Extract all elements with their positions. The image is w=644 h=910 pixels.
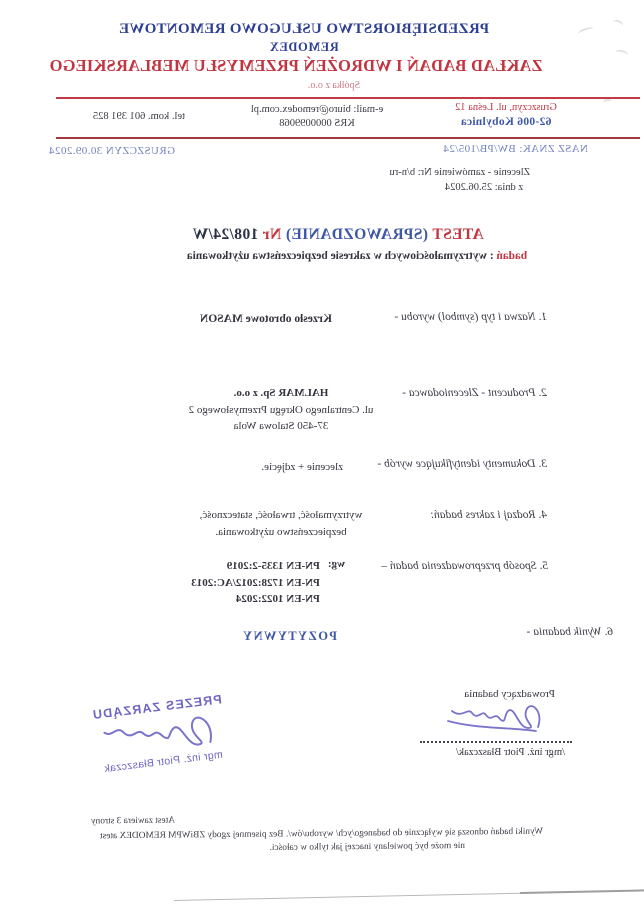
title-nr: Nr [262, 226, 282, 243]
title-sprawozdanie: (SPRAWOZDANIE) [285, 226, 429, 243]
document-subtitle [157, 250, 557, 262]
order-number-line: Zlecenie - zamówienie Nr: b/n-ru [389, 167, 530, 178]
footnote-line1: Atest zawiera 3 strony [90, 815, 176, 827]
test-scope-line1: wytrzymałość, trwałość, stateczność, [199, 509, 363, 521]
test-result-value: POZYTYWNY [241, 629, 337, 643]
norms-prefix: wg: [327, 558, 345, 570]
footnote-line2: Wyniki badań odnoszą się wyłącznie do badanego/ych/ wyrobu/ów/. Bez pisemnej zgody ZBiWPM REMODEX atest [99, 826, 544, 842]
section4-value [179, 507, 383, 540]
our-reference: NASZ ZNAK: BW/PB/105/24 [443, 143, 588, 155]
subtitle-rest: : wytrzymałościowych w zakresie bezpieczeństwa użytkowania [186, 250, 494, 262]
letterhead-rule-bottom [56, 137, 640, 139]
title-atest: ATEST [432, 226, 484, 243]
section2-label: 2. Producent - Zleceniodawca - [402, 387, 547, 399]
company-legal-form: Spółka z o.o. [307, 80, 361, 91]
producer-street: ul. Centralnego Okręgu Przemysłowego 2 [188, 403, 374, 416]
signature-dotted-line [420, 741, 572, 743]
examiner-name: /mgr inż. Piotr Błaszczak/ [455, 747, 565, 758]
section1-value: Krzesło obrotowe MASON [199, 313, 332, 325]
section3-label: 3. Dokumenty identyfikujące wyrób - [377, 458, 547, 470]
footnote-line3: nie może być powielany inaczej jak tylko w całości. [269, 840, 466, 854]
section6-label: 6. Wynik badania - [526, 626, 613, 638]
company-name-line2: REMODEX [269, 40, 339, 54]
norm-1: PN-EN 1335-2:2019 [226, 560, 320, 572]
title-number: 108/24/W [192, 226, 259, 243]
company-name-line1: PRZEDSIĘBIORSTWO USŁUGOWO REMONTOWE [118, 21, 490, 37]
letterhead-address [424, 101, 588, 129]
place-and-date: GRUSZCZYN 30.09.2024 [48, 145, 175, 157]
examiner-caption: Prowadzący badania [464, 688, 555, 700]
stamp-title: PREZES ZARZĄDU [90, 692, 223, 723]
section2-value [180, 385, 382, 435]
president-stamp [81, 691, 238, 777]
producer-city: 37-450 Stalowa Wola [233, 420, 329, 432]
section5-label: 5. Sposób przeprowadzenia badań – [381, 560, 548, 572]
order-date-line: z dnia: 25.06.2024 [444, 182, 523, 193]
company-name-line3: ZAKŁAD BADAŃ I WDROŻEŃ PRZEMYSŁU MEBLARSKIEGO [49, 56, 543, 75]
signature-ink-icon [442, 697, 546, 737]
email-line: e-mail: biuro@remodex.com.pl [250, 104, 384, 115]
test-scope-line2: bezpieczeństwo użytkowania. [215, 525, 347, 538]
section5-value [191, 558, 345, 608]
norms-list [191, 558, 320, 608]
address-city: 62-006 Kobylnica [460, 116, 552, 128]
letterhead-contact [229, 103, 405, 131]
krs-line: KRS 0000099068 [279, 118, 355, 129]
section4-label: 4. Rodzaj i zakres badań: [430, 509, 547, 521]
stamp-name: mgr inż. Piotr Błaszczak [103, 748, 224, 776]
section1-label: 1. Nazwa i typ (symbol) wyrobu - [394, 311, 547, 323]
document-title [168, 226, 508, 244]
phone-line: tel. kom. 601 391 825 [92, 111, 185, 122]
address-street: Gruszczyn, ul. Leśna 12 [455, 102, 557, 113]
norm-2: PN-EN 1728:2012/AC:2013 [191, 576, 320, 589]
examiner-signature-scribble [442, 697, 546, 742]
producer-name: HALMAR Sp. z o.o. [233, 387, 329, 399]
section3-value: zlecenie + zdjęcie. [261, 461, 343, 473]
subtitle-lead: badań [496, 250, 528, 262]
letterhead-rule-top [56, 97, 640, 99]
norm-3: PN-EN 1022:2024 [235, 593, 320, 605]
